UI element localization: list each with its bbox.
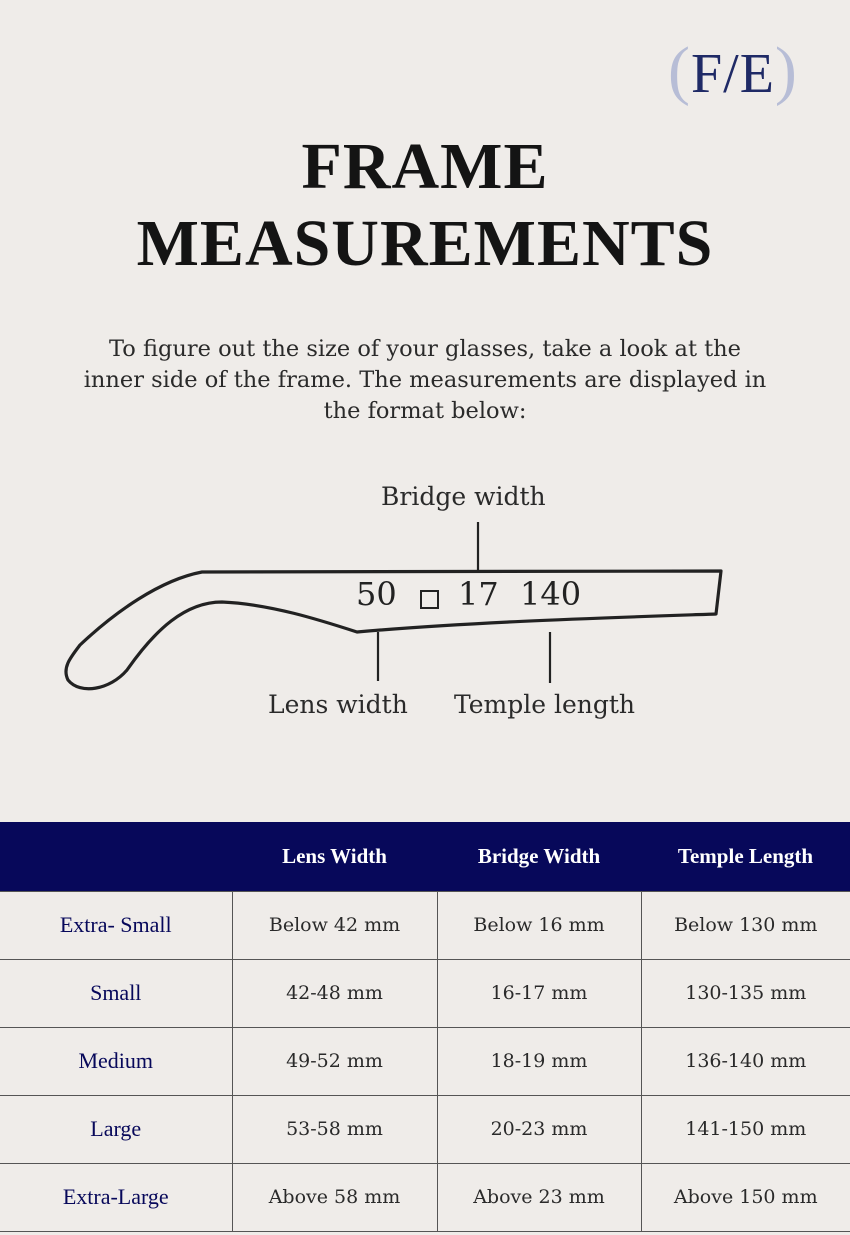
temple-length-cell: Above 150 mm <box>641 1163 850 1231</box>
temple-length-cell: 136-140 mm <box>641 1027 850 1095</box>
lens-width-value: 50 <box>356 575 397 613</box>
brand-logo <box>668 34 798 107</box>
temple-length-value: 140 <box>520 575 582 613</box>
table-row <box>0 1027 850 1095</box>
temple-length-cell: Below 130 mm <box>641 891 850 959</box>
logo-paren-open: ( <box>668 34 691 107</box>
table-row <box>0 959 850 1027</box>
intro-text: To figure out the size of your glasses, take a look at the inner side of the frame. The measurements are displayed in the format below: <box>83 336 767 424</box>
temple-arm-illustration <box>0 520 850 720</box>
logo-paren-close: ) <box>774 34 798 107</box>
lens-width-label: Lens width <box>268 690 408 719</box>
lens-width-cell: 42-48 mm <box>232 959 437 1027</box>
temple-length-cell: 141-150 mm <box>641 1095 850 1163</box>
page-title <box>0 128 850 282</box>
temple-length-label: Temple length <box>454 690 636 719</box>
bridge-width-cell: 20-23 mm <box>437 1095 641 1163</box>
bridge-width-cell: 18-19 mm <box>437 1027 641 1095</box>
table-row <box>0 891 850 959</box>
header-lens-width: Lens Width <box>232 822 437 891</box>
size-separator-square-icon <box>420 590 439 609</box>
temple-length-cell: 130-135 mm <box>641 959 850 1027</box>
lens-width-cell: 53-58 mm <box>232 1095 437 1163</box>
header-temple-length: Temple Length <box>641 822 850 891</box>
table-header-row <box>0 822 850 891</box>
lens-width-cell: 49-52 mm <box>232 1027 437 1095</box>
size-name: Medium <box>0 1027 232 1095</box>
size-name: Extra- Small <box>0 891 232 959</box>
bridge-width-cell: Above 23 mm <box>437 1163 641 1231</box>
header-bridge-width: Bridge Width <box>437 822 641 891</box>
size-name: Extra-Large <box>0 1163 232 1231</box>
lens-width-cell: Above 58 mm <box>232 1163 437 1231</box>
size-name: Large <box>0 1095 232 1163</box>
title-line-2: MEASUREMENTS <box>136 207 714 280</box>
bridge-width-cell: Below 16 mm <box>437 891 641 959</box>
bridge-width-label: Bridge width <box>381 482 546 511</box>
size-chart-table <box>0 822 850 1232</box>
bridge-width-value: 17 <box>458 575 499 613</box>
header-size <box>0 822 232 891</box>
table-row <box>0 1095 850 1163</box>
table-row <box>0 1163 850 1231</box>
bridge-width-cell: 16-17 mm <box>437 959 641 1027</box>
title-line-1: FRAME <box>301 130 549 203</box>
lens-width-cell: Below 42 mm <box>232 891 437 959</box>
size-name: Small <box>0 959 232 1027</box>
logo-text: F/E <box>690 43 775 105</box>
